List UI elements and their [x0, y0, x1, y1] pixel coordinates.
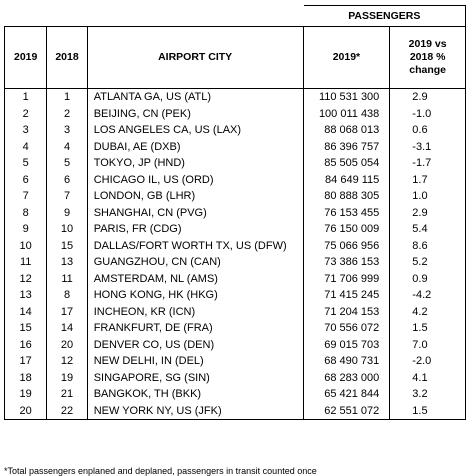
- rank-2019-cell: 15: [5, 320, 47, 337]
- passengers-cell: 71 204 153: [303, 304, 390, 321]
- rank-2018-cell: 14: [47, 320, 87, 337]
- blank-header-cell: [5, 6, 304, 27]
- rank-2019-cell: 16: [5, 337, 47, 354]
- rank-2018-cell: 13: [47, 254, 87, 271]
- table-row: [5, 320, 466, 337]
- table-row: [5, 403, 466, 420]
- rank-2019-cell: 13: [5, 287, 47, 304]
- rank-2018-cell: 15: [47, 238, 87, 255]
- table-title-row: [5, 6, 466, 27]
- passengers-cell: 65 421 844: [303, 386, 390, 403]
- rank-2019-cell: 5: [5, 155, 47, 172]
- rank-2019-cell: 18: [5, 370, 47, 387]
- rank-2018-cell: 20: [47, 337, 87, 354]
- percent-change-cell: 4.2: [390, 304, 466, 321]
- passengers-cell: 70 556 072: [303, 320, 390, 337]
- airport-city-cell: BEIJING, CN (PEK): [87, 106, 303, 123]
- passengers-cell: 110 531 300: [303, 89, 390, 106]
- percent-change-cell: 1.5: [390, 403, 466, 420]
- table-row: [5, 221, 466, 238]
- table-row: [5, 337, 466, 354]
- percent-change-cell: 8.6: [390, 238, 466, 255]
- percent-change-cell: 1.5: [390, 320, 466, 337]
- airport-city-cell: AMSTERDAM, NL (AMS): [87, 271, 303, 288]
- rank-2019-cell: 9: [5, 221, 47, 238]
- passengers-cell: 73 386 153: [303, 254, 390, 271]
- rank-2019-cell: 19: [5, 386, 47, 403]
- percent-change-cell: -2.0: [390, 353, 466, 370]
- percent-change-cell: -1.7: [390, 155, 466, 172]
- rank-2018-cell: 17: [47, 304, 87, 321]
- table-row: [5, 205, 466, 222]
- rank-2018-cell: 8: [47, 287, 87, 304]
- rank-2018-cell: 21: [47, 386, 87, 403]
- airport-city-cell: PARIS, FR (CDG): [87, 221, 303, 238]
- rank-2018-cell: 10: [47, 221, 87, 238]
- airport-city-cell: SINGAPORE, SG (SIN): [87, 370, 303, 387]
- percent-change-cell: 7.0: [390, 337, 466, 354]
- percent-change-cell: 1.7: [390, 172, 466, 189]
- airport-city-cell: INCHEON, KR (ICN): [87, 304, 303, 321]
- passengers-cell: 75 066 956: [303, 238, 390, 255]
- percent-change-cell: -1.0: [390, 106, 466, 123]
- rank-2018-cell: 5: [47, 155, 87, 172]
- rank-2018-cell: 1: [47, 89, 87, 106]
- table-row: [5, 188, 466, 205]
- percent-change-cell: 4.1: [390, 370, 466, 387]
- rank-2018-cell: 9: [47, 205, 87, 222]
- rank-2019-cell: 10: [5, 238, 47, 255]
- rank-2019-cell: 8: [5, 205, 47, 222]
- passengers-cell: 69 015 703: [303, 337, 390, 354]
- table-row: [5, 370, 466, 387]
- percent-change-cell: 0.9: [390, 271, 466, 288]
- passengers-cell: 80 888 305: [303, 188, 390, 205]
- passengers-cell: 86 396 757: [303, 139, 390, 156]
- rank-2018-header: 2018: [47, 27, 87, 89]
- airport-city-cell: TOKYO, JP (HND): [87, 155, 303, 172]
- table-row: [5, 89, 466, 106]
- airport-city-cell: ATLANTA GA, US (ATL): [87, 89, 303, 106]
- rank-2019-cell: 7: [5, 188, 47, 205]
- percent-change-cell: 5.4: [390, 221, 466, 238]
- percent-change-header: 2019 vs 2018 % change: [390, 27, 466, 89]
- percent-change-cell: 0.6: [390, 122, 466, 139]
- airport-ranking-table: [4, 5, 466, 420]
- rank-2019-cell: 1: [5, 89, 47, 106]
- rank-2019-cell: 3: [5, 122, 47, 139]
- airport-city-header: AIRPORT CITY: [87, 27, 303, 89]
- airport-city-cell: SHANGHAI, CN (PVG): [87, 205, 303, 222]
- table-row: [5, 271, 466, 288]
- airport-city-cell: DALLAS/FORT WORTH TX, US (DFW): [87, 238, 303, 255]
- passengers-cell: 84 649 115: [303, 172, 390, 189]
- passengers-cell: 62 551 072: [303, 403, 390, 420]
- table-row: [5, 155, 466, 172]
- passengers-cell: 71 706 999: [303, 271, 390, 288]
- percent-change-cell: 2.9: [390, 89, 466, 106]
- passengers-2019-header: 2019*: [303, 27, 390, 89]
- airport-city-cell: FRANKFURT, DE (FRA): [87, 320, 303, 337]
- rank-2018-cell: 12: [47, 353, 87, 370]
- rank-2019-cell: 11: [5, 254, 47, 271]
- passengers-cell: 68 283 000: [303, 370, 390, 387]
- airport-city-cell: BANGKOK, TH (BKK): [87, 386, 303, 403]
- rank-2019-cell: 14: [5, 304, 47, 321]
- passengers-cell: 85 505 054: [303, 155, 390, 172]
- airport-city-cell: NEW YORK NY, US (JFK): [87, 403, 303, 420]
- percent-change-cell: 5.2: [390, 254, 466, 271]
- table-row: [5, 238, 466, 255]
- percent-change-cell: 2.9: [390, 205, 466, 222]
- airport-city-cell: LONDON, GB (LHR): [87, 188, 303, 205]
- rank-2019-cell: 6: [5, 172, 47, 189]
- table-row: [5, 353, 466, 370]
- airport-city-cell: NEW DELHI, IN (DEL): [87, 353, 303, 370]
- table-row: [5, 386, 466, 403]
- table-body: [5, 89, 466, 420]
- passengers-cell: 68 490 731: [303, 353, 390, 370]
- airport-city-cell: GUANGZHOU, CN (CAN): [87, 254, 303, 271]
- percent-change-cell: -4.2: [390, 287, 466, 304]
- percent-change-cell: -3.1: [390, 139, 466, 156]
- rank-2019-cell: 2: [5, 106, 47, 123]
- rank-2018-cell: 6: [47, 172, 87, 189]
- table-row: [5, 304, 466, 321]
- table-row: [5, 139, 466, 156]
- airport-city-cell: HONG KONG, HK (HKG): [87, 287, 303, 304]
- rank-2018-cell: 2: [47, 106, 87, 123]
- airport-city-cell: DUBAI, AE (DXB): [87, 139, 303, 156]
- airport-city-cell: LOS ANGELES CA, US (LAX): [87, 122, 303, 139]
- passengers-cell: 100 011 438: [303, 106, 390, 123]
- table-row: [5, 122, 466, 139]
- rank-2018-cell: 4: [47, 139, 87, 156]
- airport-city-cell: DENVER CO, US (DEN): [87, 337, 303, 354]
- rank-2018-cell: 19: [47, 370, 87, 387]
- rank-2019-cell: 12: [5, 271, 47, 288]
- airport-city-cell: CHICAGO IL, US (ORD): [87, 172, 303, 189]
- percent-change-cell: 1.0: [390, 188, 466, 205]
- footnote: *Total passengers enplaned and deplaned, passengers in transit counted once: [4, 466, 317, 476]
- rank-2019-cell: 4: [5, 139, 47, 156]
- rank-2018-cell: 11: [47, 271, 87, 288]
- passengers-cell: 76 150 009: [303, 221, 390, 238]
- rank-2018-cell: 7: [47, 188, 87, 205]
- passengers-cell: 76 153 455: [303, 205, 390, 222]
- rank-2019-cell: 20: [5, 403, 47, 420]
- table-row: [5, 287, 466, 304]
- column-header-row: [5, 27, 466, 89]
- passengers-cell: 71 415 245: [303, 287, 390, 304]
- table-row: [5, 254, 466, 271]
- rank-2019-header: 2019: [5, 27, 47, 89]
- rank-2018-cell: 3: [47, 122, 87, 139]
- table-row: [5, 172, 466, 189]
- rank-2019-cell: 17: [5, 353, 47, 370]
- passengers-cell: 88 068 013: [303, 122, 390, 139]
- table-row: [5, 106, 466, 123]
- passengers-group-header: PASSENGERS: [303, 6, 465, 27]
- rank-2018-cell: 22: [47, 403, 87, 420]
- percent-change-cell: 3.2: [390, 386, 466, 403]
